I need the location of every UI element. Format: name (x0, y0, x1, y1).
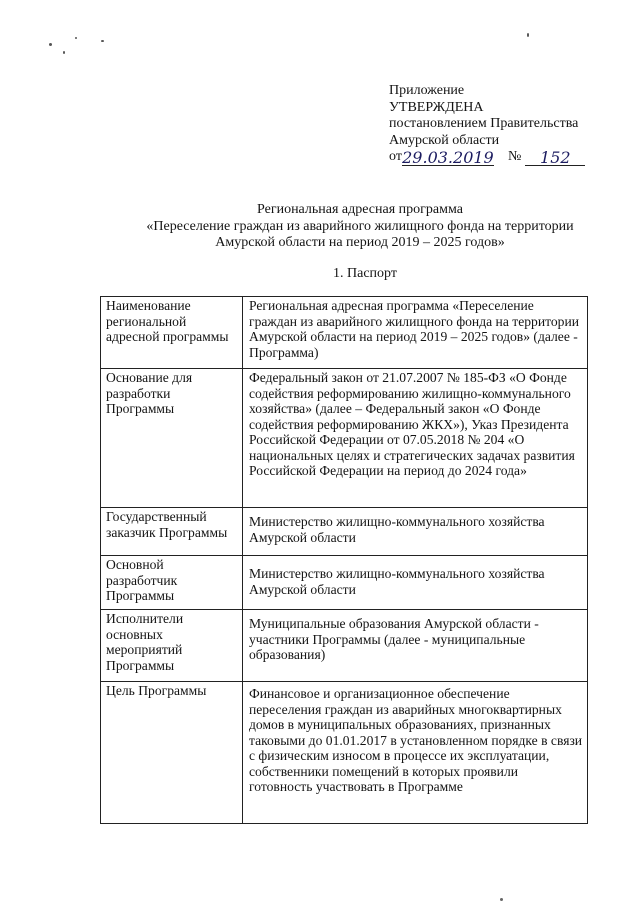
scan-speck (500, 898, 503, 901)
scan-speck (75, 37, 77, 39)
approval-line-approved: УТВЕРЖДЕНА (389, 99, 484, 115)
approval-line-region: Амурской области (389, 132, 500, 148)
scan-speck (101, 40, 104, 42)
row-label: Государственный заказчик Программы (101, 508, 243, 556)
row-value: Муниципальные образования Амурской области - участники Программы (далее - муниципальные образования) (243, 610, 588, 682)
table-row (101, 508, 588, 556)
row-label: Цель Программы (101, 682, 243, 824)
title-line-3: Амурской области на период 2019 – 2025 годов» (215, 235, 505, 250)
table-row (101, 369, 588, 508)
handwritten-number: 152 (525, 150, 585, 166)
passport-table (100, 296, 588, 824)
row-label: Наименование региональной адресной программы (101, 297, 243, 369)
approval-block (389, 83, 629, 166)
date-prefix: от (389, 149, 402, 164)
number-prefix: № (507, 149, 522, 164)
row-label: Основание для разработки Программы (101, 369, 243, 508)
row-label: Основной разработчик Программы (101, 556, 243, 610)
table-row (101, 297, 588, 369)
row-value: Финансовое и организационное обеспечение переселения граждан из аварийных многоквартирных домов в муниципальных образованиях, признанных таковыми до 01.01.2017 в установленном порядке в связи с физическим износом в процессе их эксплуатации, собственники помещений в которых проявили готовность участвовать в Программе (243, 682, 588, 824)
scan-speck (63, 51, 65, 54)
program-title (100, 202, 620, 252)
handwritten-date: 29.03.2019 (402, 147, 494, 167)
row-value: Министерство жилищно-коммунального хозяйства Амурской области (243, 556, 588, 610)
row-label: Исполнители основных мероприятий Программы (101, 610, 243, 682)
approval-line-appendix: Приложение (389, 83, 465, 98)
scan-speck (49, 43, 52, 46)
row-value: Федеральный закон от 21.07.2007 № 185-ФЗ «О Фонде содействия реформированию жилищно-коммунального хозяйства» (далее – Федеральный закон «О Фонде содействия реформированию ЖКХ»), Указ Президента Российской Федерации от 07.05.2018 № 204 «О национальных целях и стратегических задачах развития Российской Федерации на период до 2024 года» (243, 369, 588, 508)
scan-speck (527, 33, 529, 37)
row-value: Региональная адресная программа «Переселение граждан из аварийного жилищного фонда на территории Амурской области на период 2019 – 2025 годов» (далее - Программа) (243, 297, 588, 369)
approval-date-line (389, 149, 629, 166)
title-line-1: Региональная адресная программа (257, 202, 463, 217)
section-heading: 1. Паспорт (333, 266, 397, 281)
approval-line-resolution: постановлением Правительства (389, 116, 579, 131)
title-line-2: «Переселение граждан из аварийного жилищного фонда на территории (146, 218, 574, 234)
table-row (101, 610, 588, 682)
row-value: Министерство жилищно-коммунального хозяйства Амурской области (243, 508, 588, 556)
table-row (101, 556, 588, 610)
table-row (101, 682, 588, 824)
